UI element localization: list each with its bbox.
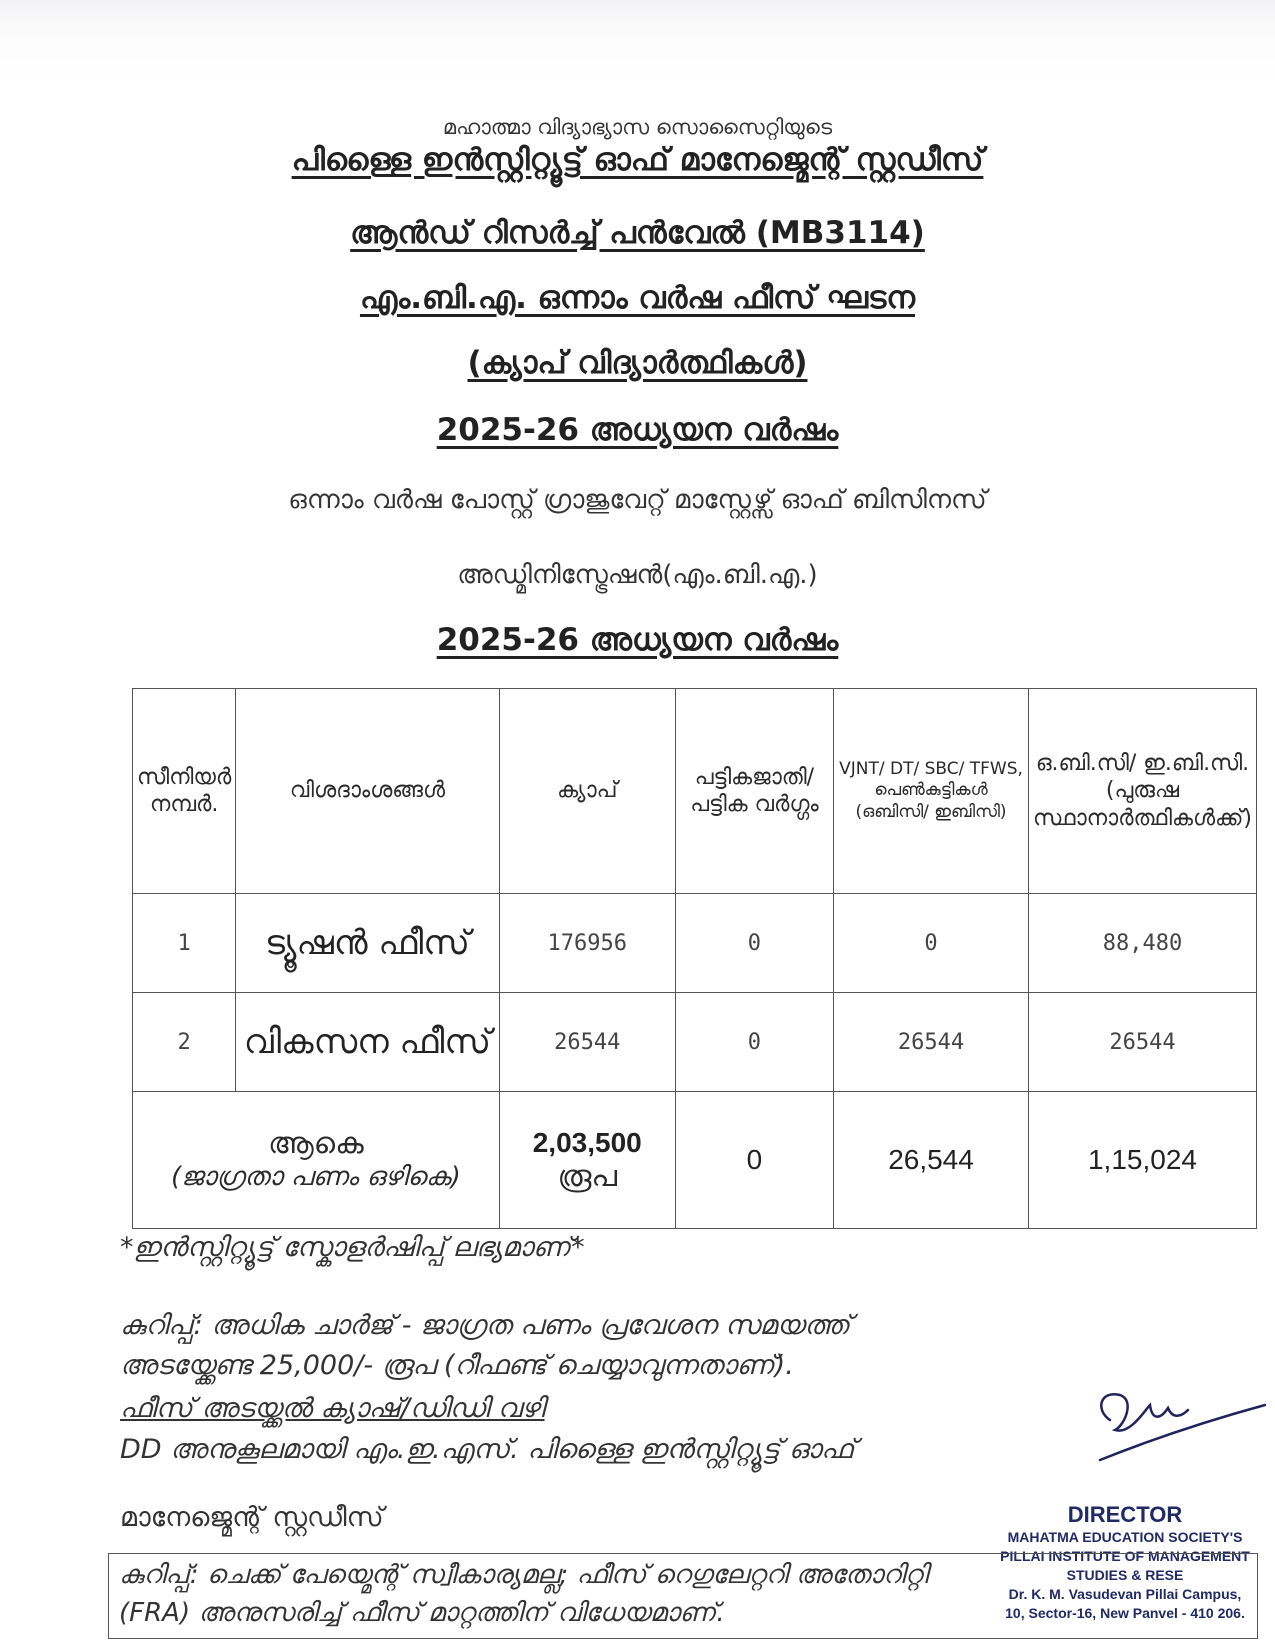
- table-row: [133, 894, 1257, 993]
- note-line4: DD അനുകൂലമായി എം.ഇ.എസ്. പിള്ളൈ ഇൻസ്റ്റിറ്റ്യൂട്ട് ഓഫ്: [120, 1434, 855, 1465]
- row-cap: 26544: [499, 993, 675, 1092]
- row-sr: 1: [133, 894, 236, 993]
- footer-note-line1: കുറിപ്പ്: ചെക്ക് പേയ്മെന്റ് സ്വീകാര്യമല്ല; ഫീസ് റെഗുലേറ്ററി അതോറിറ്റി: [119, 1560, 928, 1590]
- total-cap-cell: [499, 1092, 675, 1229]
- stamp-line1: MAHATMA EDUCATION SOCIETY'S: [1007, 1529, 1243, 1545]
- row-cap: 176956: [499, 894, 675, 993]
- table-header-row: [133, 689, 1257, 894]
- institute-name-line1: പിള്ളൈ ഇൻസ്റ്റിറ്റ്യൂട്ട് ഓഫ് മാനേജ്മെന്റ് സ്റ്റഡീസ്: [291, 142, 984, 178]
- scholarship-note: *ഇൻസ്റ്റിറ്റ്യൂട്ട് സ്കോളർഷിപ്പ് ലഭ്യമാണ്*: [120, 1232, 585, 1263]
- row-obc: 88,480: [1028, 894, 1256, 993]
- header-cap: ക്യാപ്: [499, 689, 675, 894]
- header-vjnt: VJNT/ DT/ SBC/ TFWS, പെൺകുട്ടികൾ (ഒബിസി/ ഇബിസി): [834, 689, 1029, 894]
- programme-line1: ഒന്നാം വർഷ പോസ്റ്റ് ഗ്രാജുവേറ്റ് മാസ്റ്റേഴ്സ് ഓഫ് ബിസിനസ്: [288, 485, 987, 515]
- row-vjnt: 0: [834, 894, 1029, 993]
- total-obc: 1,15,024: [1028, 1092, 1256, 1229]
- total-label: ആകെ: [267, 1126, 364, 1162]
- table-total-row: [133, 1092, 1257, 1229]
- row-obc: 26544: [1028, 993, 1256, 1092]
- row-vjnt: 26544: [834, 993, 1029, 1092]
- row-item: വികസന ഫീസ്: [236, 993, 499, 1092]
- row-sc-st: 0: [675, 993, 833, 1092]
- stamp-line2: PILLAI INSTITUTE OF MANAGEMENT STUDIES & RESE: [1000, 1547, 1250, 1583]
- total-sc-st: 0: [675, 1092, 833, 1229]
- total-label-note: (ജാഗ്രതാ പണം ഒഴികെ): [170, 1162, 461, 1193]
- fee-table: [132, 688, 1257, 1229]
- header-obc: ഒ.ബി.സി/ ഇ.ബി.സി. (പുരുഷ സ്ഥാനാർത്ഥികൾക്ക്): [1028, 689, 1256, 894]
- stamp-line3: Dr. K. M. Vasudevan Pillai Campus,: [1008, 1585, 1242, 1602]
- row-item: ട്യൂഷൻ ഫീസ്: [236, 894, 499, 993]
- total-cap-unit: രൂപ: [557, 1158, 617, 1194]
- total-vjnt: 26,544: [834, 1092, 1029, 1229]
- document-subtitle: (ക്യാപ് വിദ്യാർത്ഥികൾ): [467, 345, 808, 381]
- note-line3: ഫീസ് അടയ്ക്കൽ ക്യാഷ്/ഡിഡി വഴി: [120, 1393, 545, 1424]
- stamp-title: DIRECTOR: [1067, 1502, 1183, 1527]
- stamp-line4: 10, Sector-16, New Panvel - 410 206.: [1005, 1604, 1245, 1621]
- footer-note-line2: (FRA) അനുസരിച്ച് ഫീസ് മാറ്റത്തിന് വിധേയമാണ്.: [119, 1598, 725, 1628]
- total-cap: 2,03,500: [532, 1126, 642, 1158]
- note-line2: അടയ്ക്കേണ്ട 25,000/- രൂപ (റീഫണ്ട് ചെയ്യാവുന്നതാണ്).: [120, 1350, 794, 1381]
- total-label-cell: [133, 1092, 500, 1229]
- header-sr-no: സീനിയർ നമ്പർ.: [133, 689, 236, 894]
- academic-year-1: 2025-26 അധ്യയന വർഷം: [436, 412, 839, 448]
- footer-note-box: [108, 1553, 1258, 1639]
- header-details: വിശദാംശങ്ങൾ: [236, 689, 499, 894]
- table-row: [133, 993, 1257, 1092]
- programme-line2: അഡ്മിനിസ്ട്രേഷൻ(എം.ബി.എ.): [457, 560, 818, 590]
- academic-year-2: 2025-26 അധ്യയന വർഷം: [436, 622, 839, 658]
- signature-icon: [1090, 1380, 1270, 1490]
- note-line5: മാനേജ്മെന്റ് സ്റ്റഡീസ്: [120, 1502, 384, 1533]
- row-sc-st: 0: [675, 894, 833, 993]
- society-name: മഹാത്മാ വിദ്യാഭ്യാസ സൊസൈറ്റിയുടെ: [442, 115, 833, 139]
- document-title: എം.ബി.എ. ഒന്നാം വർഷ ഫീസ് ഘടന: [359, 280, 916, 316]
- header-sc-st: പട്ടികജാതി/പട്ടിക വർഗ്ഗം: [675, 689, 833, 894]
- note-line1: കുറിപ്പ്: അധിക ചാർജ് - ജാഗ്രത പണം പ്രവേശന സമയത്ത്: [120, 1310, 850, 1341]
- row-sr: 2: [133, 993, 236, 1092]
- institute-name-line2: ആൻഡ് റിസർച്ച് പൻവേൽ (MB3114): [350, 215, 925, 251]
